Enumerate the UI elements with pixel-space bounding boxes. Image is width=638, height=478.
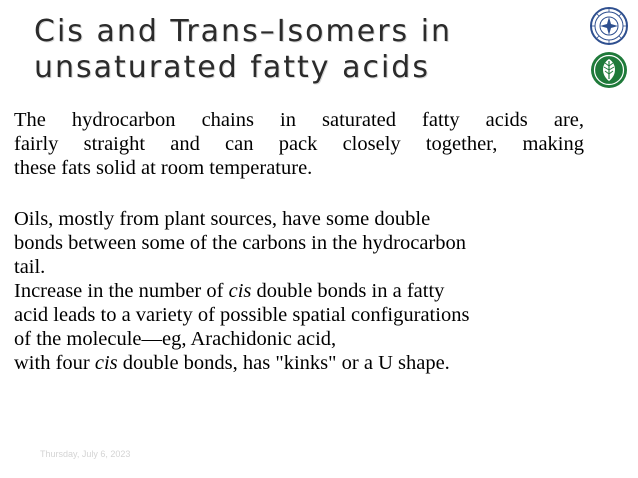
line-4-text-a: Increase in the number of: [14, 280, 229, 302]
paragraph-2-line-1: Oils, mostly from plant sources, have some double: [14, 208, 431, 230]
line-7-text-a: with four: [14, 352, 95, 374]
title-line-1: Cis and Trans–Isomers in: [34, 14, 453, 49]
paragraph-2-line-7: [14, 351, 584, 375]
leaf-emblem-icon: [589, 50, 629, 90]
paragraph-2-line-5: acid leads to a variety of possible spatial configurations: [14, 304, 470, 326]
paragraph-1-line-3: these fats solid at room temperature.: [14, 157, 313, 179]
slide-title: [34, 14, 564, 94]
footer-date: Thursday, July 6, 2023: [40, 449, 131, 459]
paragraph-2-line-2: bonds between some of the carbons in the hydrocarbon: [14, 232, 467, 254]
paragraph-1-line-1: The hydrocarbon chains in saturated fatty acids are,: [14, 109, 584, 131]
paragraph-2-line-6: of the molecule—eg, Arachidonic acid,: [14, 328, 337, 350]
title-line-2: unsaturated fatty acids: [34, 50, 430, 85]
logo-column: [580, 0, 638, 100]
cis-emphasis: cis: [94, 352, 118, 374]
paragraph-1-line-2: fairly straight and can pack closely together, making: [14, 133, 584, 155]
line-4-text-b: double bonds in a fatty: [251, 280, 445, 302]
university-seal-icon: [589, 6, 629, 46]
line-7-text-b: double bonds, has "kinks" or a U shape.: [117, 352, 450, 374]
paragraph-saturated: [14, 108, 584, 180]
cis-emphasis: cis: [228, 280, 252, 302]
paragraph-2-line-3: tail.: [14, 256, 46, 278]
paragraph-unsaturated: [14, 207, 584, 375]
paragraph-2-line-4: [14, 279, 584, 303]
